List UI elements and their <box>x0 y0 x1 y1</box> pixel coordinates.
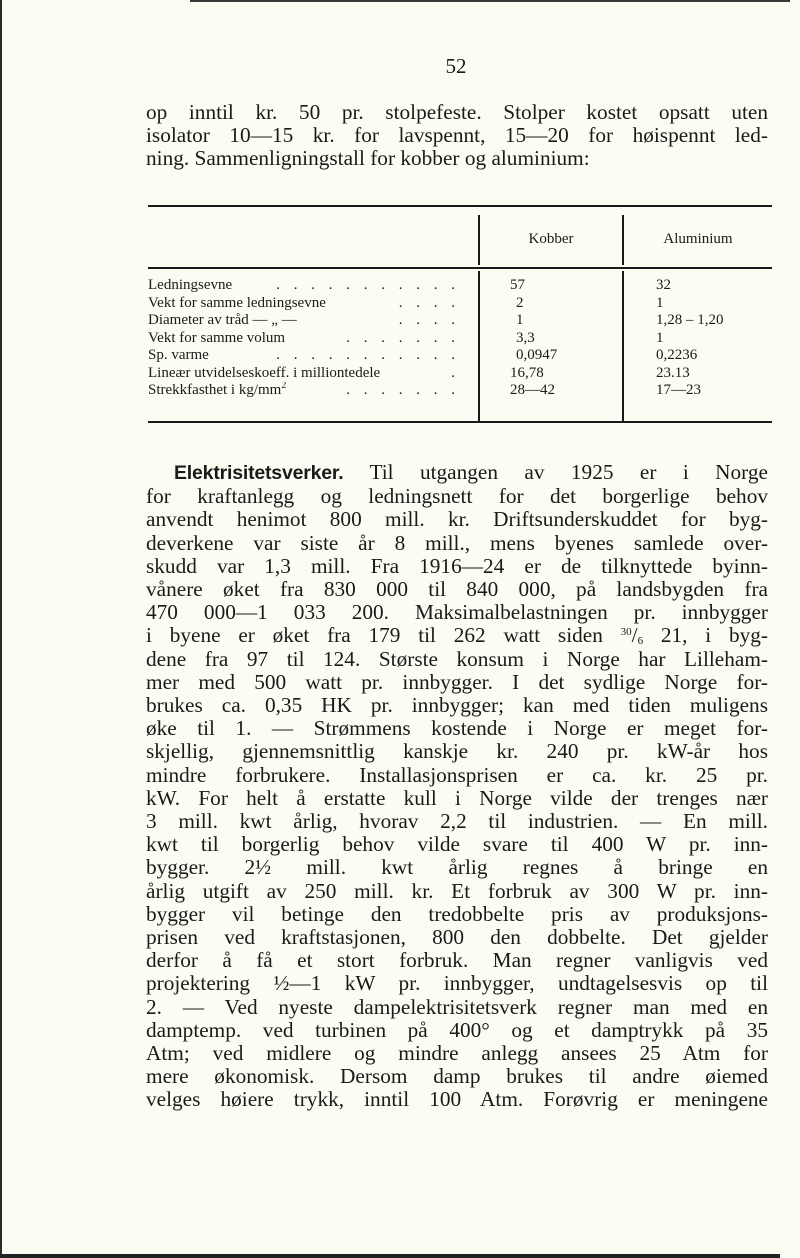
text-line: årlig utgift av 250 mill. kr. Et forbruk av 300 W pr. inn- <box>146 878 768 903</box>
page-number: 52 <box>445 54 467 78</box>
row-label: Vekt for samme ledningsevne <box>148 295 332 311</box>
copper-value: 16,78 <box>510 364 544 381</box>
column-header-copper: Kobber <box>528 231 574 247</box>
text-line: i byene er øket fra 179 til 262 watt siden $^{30}$/6 21, i byg- <box>146 623 768 648</box>
text-line: skjellig, gjennemsnittlig kanskje kr. 240 pr. kW-år hos <box>146 739 768 764</box>
text-line: velges høiere trykk, inntil 100 Atm. Forøvrig er meningene <box>146 1087 768 1112</box>
aluminium-value: 1,28 – 1,20 <box>656 312 724 328</box>
text-line: Elektrisitetsverker. Til utgangen av 1925 er i Norge <box>174 460 768 484</box>
text-line: 2. — Ved nyeste dampelektrisitetsverk regner man med en <box>146 994 768 1019</box>
text-line: mindre forbrukere. Installasjonsprisen er ca. kr. 25 pr. <box>146 762 768 787</box>
aluminium-value: 17—23 <box>656 382 701 398</box>
text-line: mere økonomisk. Dersom damp brukes til andre øiemed <box>146 1064 768 1089</box>
row-label: Lineær utvidelseskoeff. i milliontedele <box>148 365 386 381</box>
text-line: bygger. 2½ mill. kwt årlig regnes å bringe en <box>146 855 768 880</box>
text-line: derfor å få et stort forbruk. Man regner vanligvis ved <box>146 948 768 973</box>
section-heading: Elektrisitetsverker. <box>174 462 344 484</box>
table-row <box>148 382 772 400</box>
row-label: Strekkfasthet i kg/mm <box>148 382 282 398</box>
row-label: Sp. varme <box>148 347 215 363</box>
table-row <box>148 330 772 348</box>
text-line: mer med 500 watt pr. innbygger. I det sydlige Norge for- <box>146 669 768 694</box>
copper-value: 2 <box>516 294 524 311</box>
table-row <box>148 277 772 295</box>
text-line: vånere øket fra 830 000 til 840 000, på landsbygden fra <box>146 577 768 602</box>
text-line: 470 000—1 033 200. Maksimalbelastningen pr. innbygger <box>146 600 768 625</box>
column-header-aluminium: Aluminium <box>663 231 733 247</box>
text-line: damptemp. ved turbinen på 400° og et damptrykk på 35 <box>146 1017 768 1042</box>
page-edge-top <box>190 0 790 2</box>
page-edge-left <box>0 0 2 1258</box>
leader-dots: . . . . <box>398 294 460 311</box>
copper-value: 0,0947 <box>516 347 558 363</box>
superscript: 2 <box>281 382 287 391</box>
text-line: deverkene var siste år 8 mill., mens byenes samlede over- <box>146 530 768 555</box>
text-line: op inntil kr. 50 pr. stolpefeste. Stolper kostet opsatt uten <box>146 100 768 124</box>
copper-value: 1 <box>516 312 524 328</box>
leader-dots: . . . . <box>398 312 460 328</box>
date-fraction: $^{30}$/6 <box>620 623 644 648</box>
text-line: prisen ved kraftstasjonen, 800 den dobbelte. Det gjelder <box>146 925 768 950</box>
copper-value: 57 <box>510 277 525 293</box>
page-edge-bottom <box>0 1254 780 1258</box>
comparison-table <box>148 205 772 423</box>
text-line: brukes ca. 0,35 HK pr. innbygger; kan med tiden muligens <box>146 693 768 718</box>
table-row <box>148 312 772 330</box>
aluminium-value: 0,2236 <box>656 347 698 363</box>
table-row <box>148 365 772 383</box>
row-label: Diameter av tråd — „ — <box>148 312 303 328</box>
leader-dots: . <box>451 364 460 381</box>
text-line: isolator 10—15 kr. for lavspennt, 15—20 for høispennt led- <box>146 123 768 148</box>
row-label: Vekt for samme volum <box>148 330 291 346</box>
leader-dots: . . . . . . . . . . . <box>276 277 460 293</box>
text-line: bygger vil betinge den tredobbelte pris av produksjons- <box>146 901 768 926</box>
copper-value: 28—42 <box>510 382 555 398</box>
table-rule-top <box>148 205 772 207</box>
aluminium-value: 23.13 <box>656 364 690 381</box>
aluminium-value: 1 <box>656 294 664 311</box>
aluminium-value: 32 <box>656 277 671 293</box>
text-line: kW. For helt å erstatte kull i Norge vilde der trenges nær <box>146 785 768 810</box>
main-paragraph <box>146 461 768 1112</box>
text-line: Atm; ved midlere og mindre anlegg ansees 25 Atm for <box>146 1041 768 1066</box>
text-line: for kraftanlegg og ledningsnett for det borgerlige behov <box>146 484 768 509</box>
leader-dots: . . . . . . . <box>346 382 460 398</box>
text-line: kwt til borgerlig behov vilde svare til 400 W pr. inn- <box>146 832 768 857</box>
text-line: dene fra 97 til 124. Største konsum i Norge har Lilleham- <box>146 646 768 671</box>
table-rule-header <box>148 267 772 269</box>
table-row <box>148 295 772 313</box>
text-line: øke til 1. — Strømmens kostende i Norge er meget for- <box>146 716 768 741</box>
text-line: projektering ½—1 kW pr. innbygger, undtagelsesvis op til <box>146 971 768 996</box>
table-row <box>148 347 772 365</box>
copper-value: 3,3 <box>516 329 535 346</box>
leader-dots: . . . . . . . <box>346 329 460 346</box>
text-line: anvendt henimot 800 mill. kr. Driftsunderskuddet for byg- <box>146 507 768 532</box>
aluminium-value: 1 <box>656 329 664 346</box>
row-label: Ledningsevne <box>148 277 238 293</box>
text-line: 3 mill. kwt årlig, hvorav 2,2 til industrien. — En mill. <box>146 809 768 834</box>
table-rule-bottom <box>148 421 772 423</box>
leader-dots: . . . . . . . . . . . <box>276 347 460 363</box>
intro-paragraph <box>146 101 768 171</box>
text-line: skudd var 1,3 mill. Fra 1916—24 er de tilknyttede byinn- <box>146 553 768 578</box>
text-line: ning. Sammenligningstall for kobber og aluminium: <box>146 146 590 171</box>
